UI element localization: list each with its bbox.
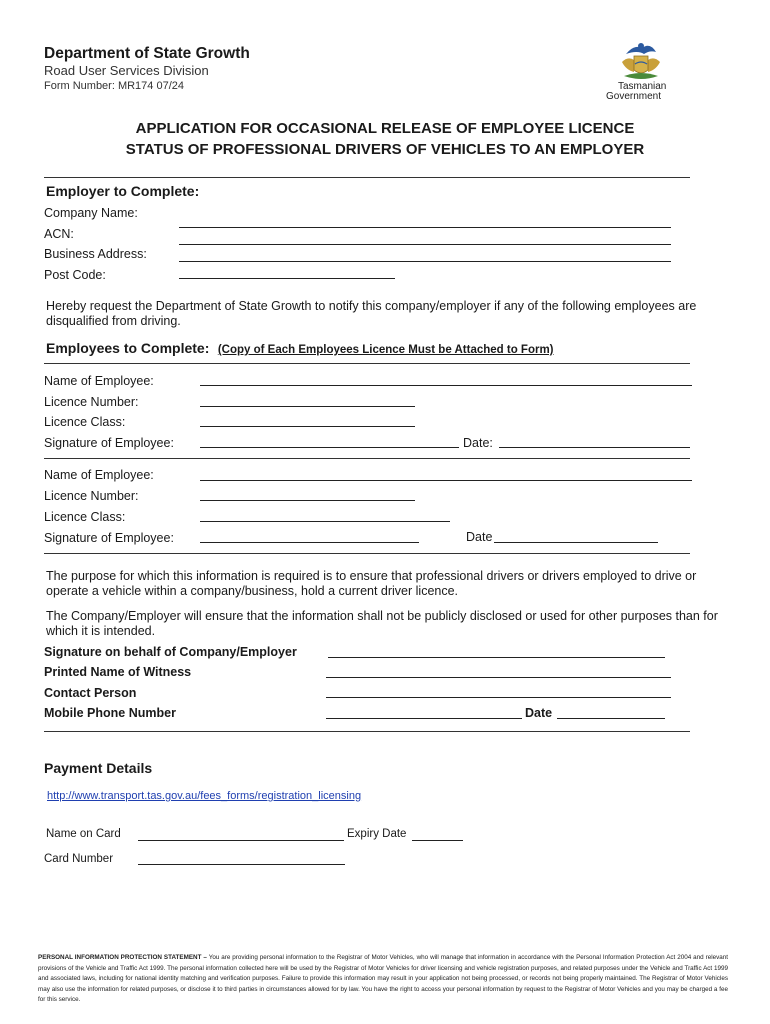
request-text: Hereby request the Department of State Growth to notify this company/employer if any of the following employees are disqualified from driving. [46, 299, 697, 328]
employee2-signature-field[interactable] [200, 542, 419, 543]
witness-label: Printed Name of Witness [44, 665, 192, 679]
fees-forms-link[interactable]: http://www.transport.tas.gov.au/fees_forms/registration_licensing [47, 790, 362, 802]
employee1-licence-number-label: Licence Number: [44, 395, 139, 409]
name-on-card-label: Name on Card [46, 828, 121, 840]
acn-label: ACN: [44, 227, 74, 241]
disclosure-paragraph: The Company/Employer will ensure that the information shall not be publicly disclosed or used for other purposes than for which it is intended. [46, 609, 718, 638]
divider [44, 458, 690, 459]
logo-text-line2: Government [606, 91, 662, 102]
divider [44, 553, 690, 554]
employee1-name-field[interactable] [200, 385, 692, 386]
coat-of-arms-icon [604, 40, 678, 84]
employee2-signature-label: Signature of Employee: [44, 531, 174, 545]
divider [44, 177, 690, 178]
signoff-date-field[interactable] [557, 718, 665, 719]
company-signature-label: Signature on behalf of Company/Employer [44, 645, 297, 659]
employee1-signature-label: Signature of Employee: [44, 436, 174, 450]
division-name: Road User Services Division [44, 63, 209, 78]
employee1-licence-number-field[interactable] [200, 406, 415, 407]
purpose-paragraph: The purpose for which this information is required is to ensure that professional drivers or drivers employed to drive or operate a vehicle within a company/business, hold a current driver licence. [46, 569, 697, 598]
payment-heading: Payment Details [44, 760, 153, 776]
form-title-line1: APPLICATION FOR OCCASIONAL RELEASE OF EMPLOYEE LICENCE [135, 120, 635, 137]
department-name: Department of State Growth [44, 45, 250, 62]
divider [44, 363, 690, 364]
card-number-field[interactable] [138, 864, 345, 865]
business-address-field[interactable] [179, 261, 671, 262]
expiry-date-field[interactable] [412, 840, 463, 841]
mobile-phone-label: Mobile Phone Number [44, 706, 176, 720]
contact-person-field[interactable] [326, 697, 671, 698]
employee2-licence-class-field[interactable] [200, 521, 450, 522]
employees-heading-row [46, 340, 554, 358]
mobile-phone-field[interactable] [326, 718, 522, 719]
privacy-statement-heading: PERSONAL INFORMATION PROTECTION STATEMENT – [38, 954, 207, 961]
employee1-name-label: Name of Employee: [44, 374, 154, 388]
expiry-date-label: Expiry Date [347, 828, 407, 840]
employee1-signature-field[interactable] [200, 447, 459, 448]
card-number-label: Card Number [44, 853, 114, 865]
privacy-statement-body: You are providing personal information to the Registrar of Motor Vehicles, who will manage that information in accordance with the Personal Information Protection Act 2004 and relevant provisions of the Vehicle and Traffic Act 1999. The personal information collected here will be used by the Registrar of Motor Vehicles for driver licensing and vehicle registration purposes, and related purposes under the Vehicle and Traffic Act 1999 and associated laws, including for national identity matching and verification purposes. Failure to provide this information may result in your application not being processed, or records not being properly maintained. The Registrar of Motor Vehicles may also use the information for related purposes, or disclose it to third parties in circumstances allowed for by law. You have the right to access your personal information by request to the Registrar of Motor Vehicles and you may be charged a fee for this service. [38, 954, 729, 1003]
divider [44, 731, 690, 732]
employee2-name-label: Name of Employee: [44, 468, 154, 482]
employee1-date-label: Date: [463, 436, 493, 450]
witness-field[interactable] [326, 677, 671, 678]
employee2-licence-number-label: Licence Number: [44, 489, 139, 503]
employee2-name-field[interactable] [200, 480, 692, 481]
company-signature-field[interactable] [328, 657, 665, 658]
privacy-statement [38, 953, 728, 1006]
company-name-field[interactable] [179, 227, 671, 228]
employee1-date-field[interactable] [499, 447, 690, 448]
form-title-line2: STATUS OF PROFESSIONAL DRIVERS OF VEHICLES TO AN EMPLOYER [125, 141, 645, 158]
name-on-card-field[interactable] [138, 840, 344, 841]
post-code-label: Post Code: [44, 268, 106, 282]
contact-person-label: Contact Person [44, 686, 137, 700]
employee1-licence-class-field[interactable] [200, 426, 415, 427]
tasmanian-government-logo [604, 40, 678, 104]
form-number: Form Number: MR174 07/24 [44, 80, 184, 92]
signoff-date-label: Date [525, 706, 553, 720]
employee2-licence-class-label: Licence Class: [44, 510, 126, 524]
employee1-licence-class-label: Licence Class: [44, 415, 126, 429]
logo-text-line1: Tasmanian [618, 81, 667, 92]
company-name-label: Company Name: [44, 206, 138, 220]
employee2-date-field[interactable] [494, 542, 658, 543]
post-code-field[interactable] [179, 278, 395, 279]
acn-field[interactable] [179, 244, 671, 245]
employees-heading: Employees to Complete: [46, 340, 210, 356]
employee2-licence-number-field[interactable] [200, 500, 415, 501]
licence-attach-note: (Copy of Each Employees Licence Must be Attached to Form) [217, 344, 554, 356]
employee2-date-label: Date [466, 530, 493, 544]
employer-heading: Employer to Complete: [46, 183, 200, 199]
business-address-label: Business Address: [44, 247, 147, 261]
